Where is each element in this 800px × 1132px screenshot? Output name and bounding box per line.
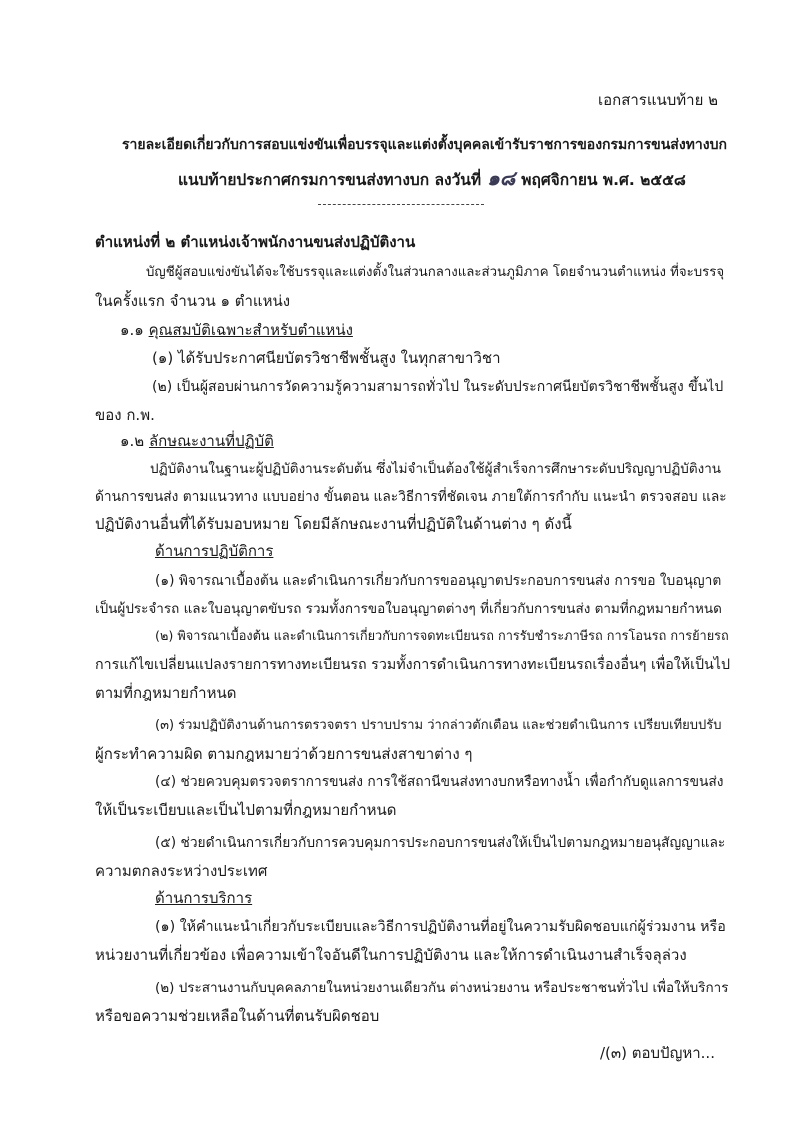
operations-line: ให้เป็นระเบียบและเป็นไปตามที่กฎหมายกำหนด xyxy=(95,801,397,819)
section-1-1-heading xyxy=(120,320,353,340)
title-date-suffix: พฤศจิกายน พ.ศ. ๒๕๕๘ xyxy=(521,171,686,189)
operations-heading: ด้านการปฏิบัติการ xyxy=(155,542,274,560)
continuation-note: /(๓) ตอบปัญหา... xyxy=(600,1044,715,1062)
qualification-item-2: (๒) เป็นผู้สอบผ่านการวัดความรู้ความสามารถทั่วไป ในระดับประกาศนียบัตรวิชาชีพชั้นสูง ขึ้นไป xyxy=(152,379,724,395)
operations-line: ผู้กระทำความผิด ตามกฎหมายว่าด้วยการขนส่งสาขาต่าง ๆ xyxy=(95,745,473,763)
operations-line: (๑) พิจารณาเบื้องต้น และดำเนินการเกี่ยวกับการขออนุญาตประกอบการขนส่ง การขอ ใบอนุญาต xyxy=(155,573,722,589)
intro-line-2: ในครั้งแรก จำนวน ๑ ตำแหน่ง xyxy=(95,292,291,310)
services-heading: ด้านการบริการ xyxy=(155,889,253,907)
title-divider xyxy=(318,204,484,205)
operations-line: (๓) ร่วมปฏิบัติงานด้านการตรวจตรา ปราบปราม ว่ากล่าวตักเตือน และช่วยดำเนินการ เปรียบเทียบปรับ xyxy=(155,718,722,733)
job-desc-line-3: ปฏิบัติงานอื่นที่ได้รับมอบหมาย โดยมีลักษณะงานที่ปฏิบัติในด้านต่าง ๆ ดังนี้ xyxy=(95,515,572,533)
document-title-line-2 xyxy=(178,168,686,190)
services-line: หรือขอความช่วยเหลือในด้านที่ตนรับผิดชอบ xyxy=(95,1007,380,1025)
services-line: (๒) ประสานงานกับบุคคลภายในหน่วยงานเดียวกัน ต่างหน่วยงาน หรือประชาชนทั่วไป เพื่อให้บริการ xyxy=(155,980,729,996)
operations-line: (๕) ช่วยดำเนินการเกี่ยวกับการควบคุมการประกอบการขนส่งให้เป็นไปตามกฎหมายอนุสัญญาและ xyxy=(155,835,726,851)
section-title: ลักษณะงานที่ปฏิบัติ xyxy=(148,432,274,450)
document-title-line-1: รายละเอียดเกี่ยวกับการสอบแข่งขันเพื่อบรรจุและแต่งตั้งบุคคลเข้ารับราชการของกรมการขนส่งทางบก xyxy=(122,137,727,153)
annex-label: เอกสารแนบท้าย ๒ xyxy=(598,91,719,109)
qualification-item-1: (๑) ได้รับประกาศนียบัตรวิชาชีพชั้นสูง ในทุกสาขาวิชา xyxy=(152,349,501,367)
operations-line: ความตกลงระหว่างประเทศ xyxy=(95,862,268,880)
operations-line: ตามที่กฎหมายกำหนด xyxy=(95,684,237,702)
section-number: ๑.๑ xyxy=(120,321,144,339)
intro-line-1: บัญชีผู้สอบแข่งขันได้จะใช้บรรจุและแต่งตั้งในส่วนกลางและส่วนภูมิภาค โดยจำนวนตำแหน่ง ที่จะบรรจุ xyxy=(146,265,725,280)
job-desc-line-1: ปฏิบัติงานในฐานะผู้ปฏิบัติงานระดับต้น ซึ่งไม่จำเป็นต้องใช้ผู้สำเร็จการศึกษาระดับปริญญาปฏิบัติงาน xyxy=(150,461,722,477)
section-title: คุณสมบัติเฉพาะสำหรับตำแหน่ง xyxy=(148,321,353,339)
title-date-prefix: แนบท้ายประกาศกรมการขนส่งทางบก ลงวันที่ xyxy=(178,171,482,189)
position-heading: ตำแหน่งที่ ๒ ตำแหน่งเจ้าพนักงานขนส่งปฏิบัติงาน xyxy=(95,233,416,251)
services-line: หน่วยงานที่เกี่ยวข้อง เพื่อความเข้าใจอันดีในการปฏิบัติงาน และให้การดำเนินงานสำเร็จลุล่วง xyxy=(95,946,687,964)
handwritten-day: ๑๘ xyxy=(487,166,516,190)
services-line: (๑) ให้คำแนะนำเกี่ยวกับระเบียบและวิธีการปฏิบัติงานที่อยู่ในความรับผิดชอบแก่ผู้ร่วมงาน หรือ xyxy=(155,919,726,935)
operations-line: เป็นผู้ประจำรถ และใบอนุญาตขับรถ รวมทั้งการขอใบอนุญาตต่างๆ ที่เกี่ยวกับการขนส่ง ตามที่กฎหมายกำหนด xyxy=(95,601,722,617)
operations-line: การแก้ไขเปลี่ยนแปลงรายการทางทะเบียนรถ รวมทั้งการดำเนินการทางทะเบียนรถเรื่องอื่นๆ เพื่อให้เป็นไป xyxy=(95,657,731,673)
job-desc-line-2: ด้านการขนส่ง ตามแนวทาง แบบอย่าง ขั้นตอน และวิธีการที่ชัดเจน ภายใต้การกำกับ แนะนำ ตรวจสอบ และ xyxy=(95,489,727,505)
section-number: ๑.๒ xyxy=(120,432,145,450)
qualification-continuation: ของ ก.พ. xyxy=(95,406,155,424)
section-1-2-heading xyxy=(120,431,274,451)
operations-line: (๒) พิจารณาเบื้องต้น และดำเนินการเกี่ยวกับการจดทะเบียนรถ การรับชำระภาษีรถ การโอนรถ การย้ายรถ xyxy=(155,629,729,644)
operations-line: (๔) ช่วยควบคุมตรวจตราการขนส่ง การใช้สถานีขนส่งทางบกหรือทางน้ำ เพื่อกำกับดูแลการขนส่ง xyxy=(155,774,724,790)
